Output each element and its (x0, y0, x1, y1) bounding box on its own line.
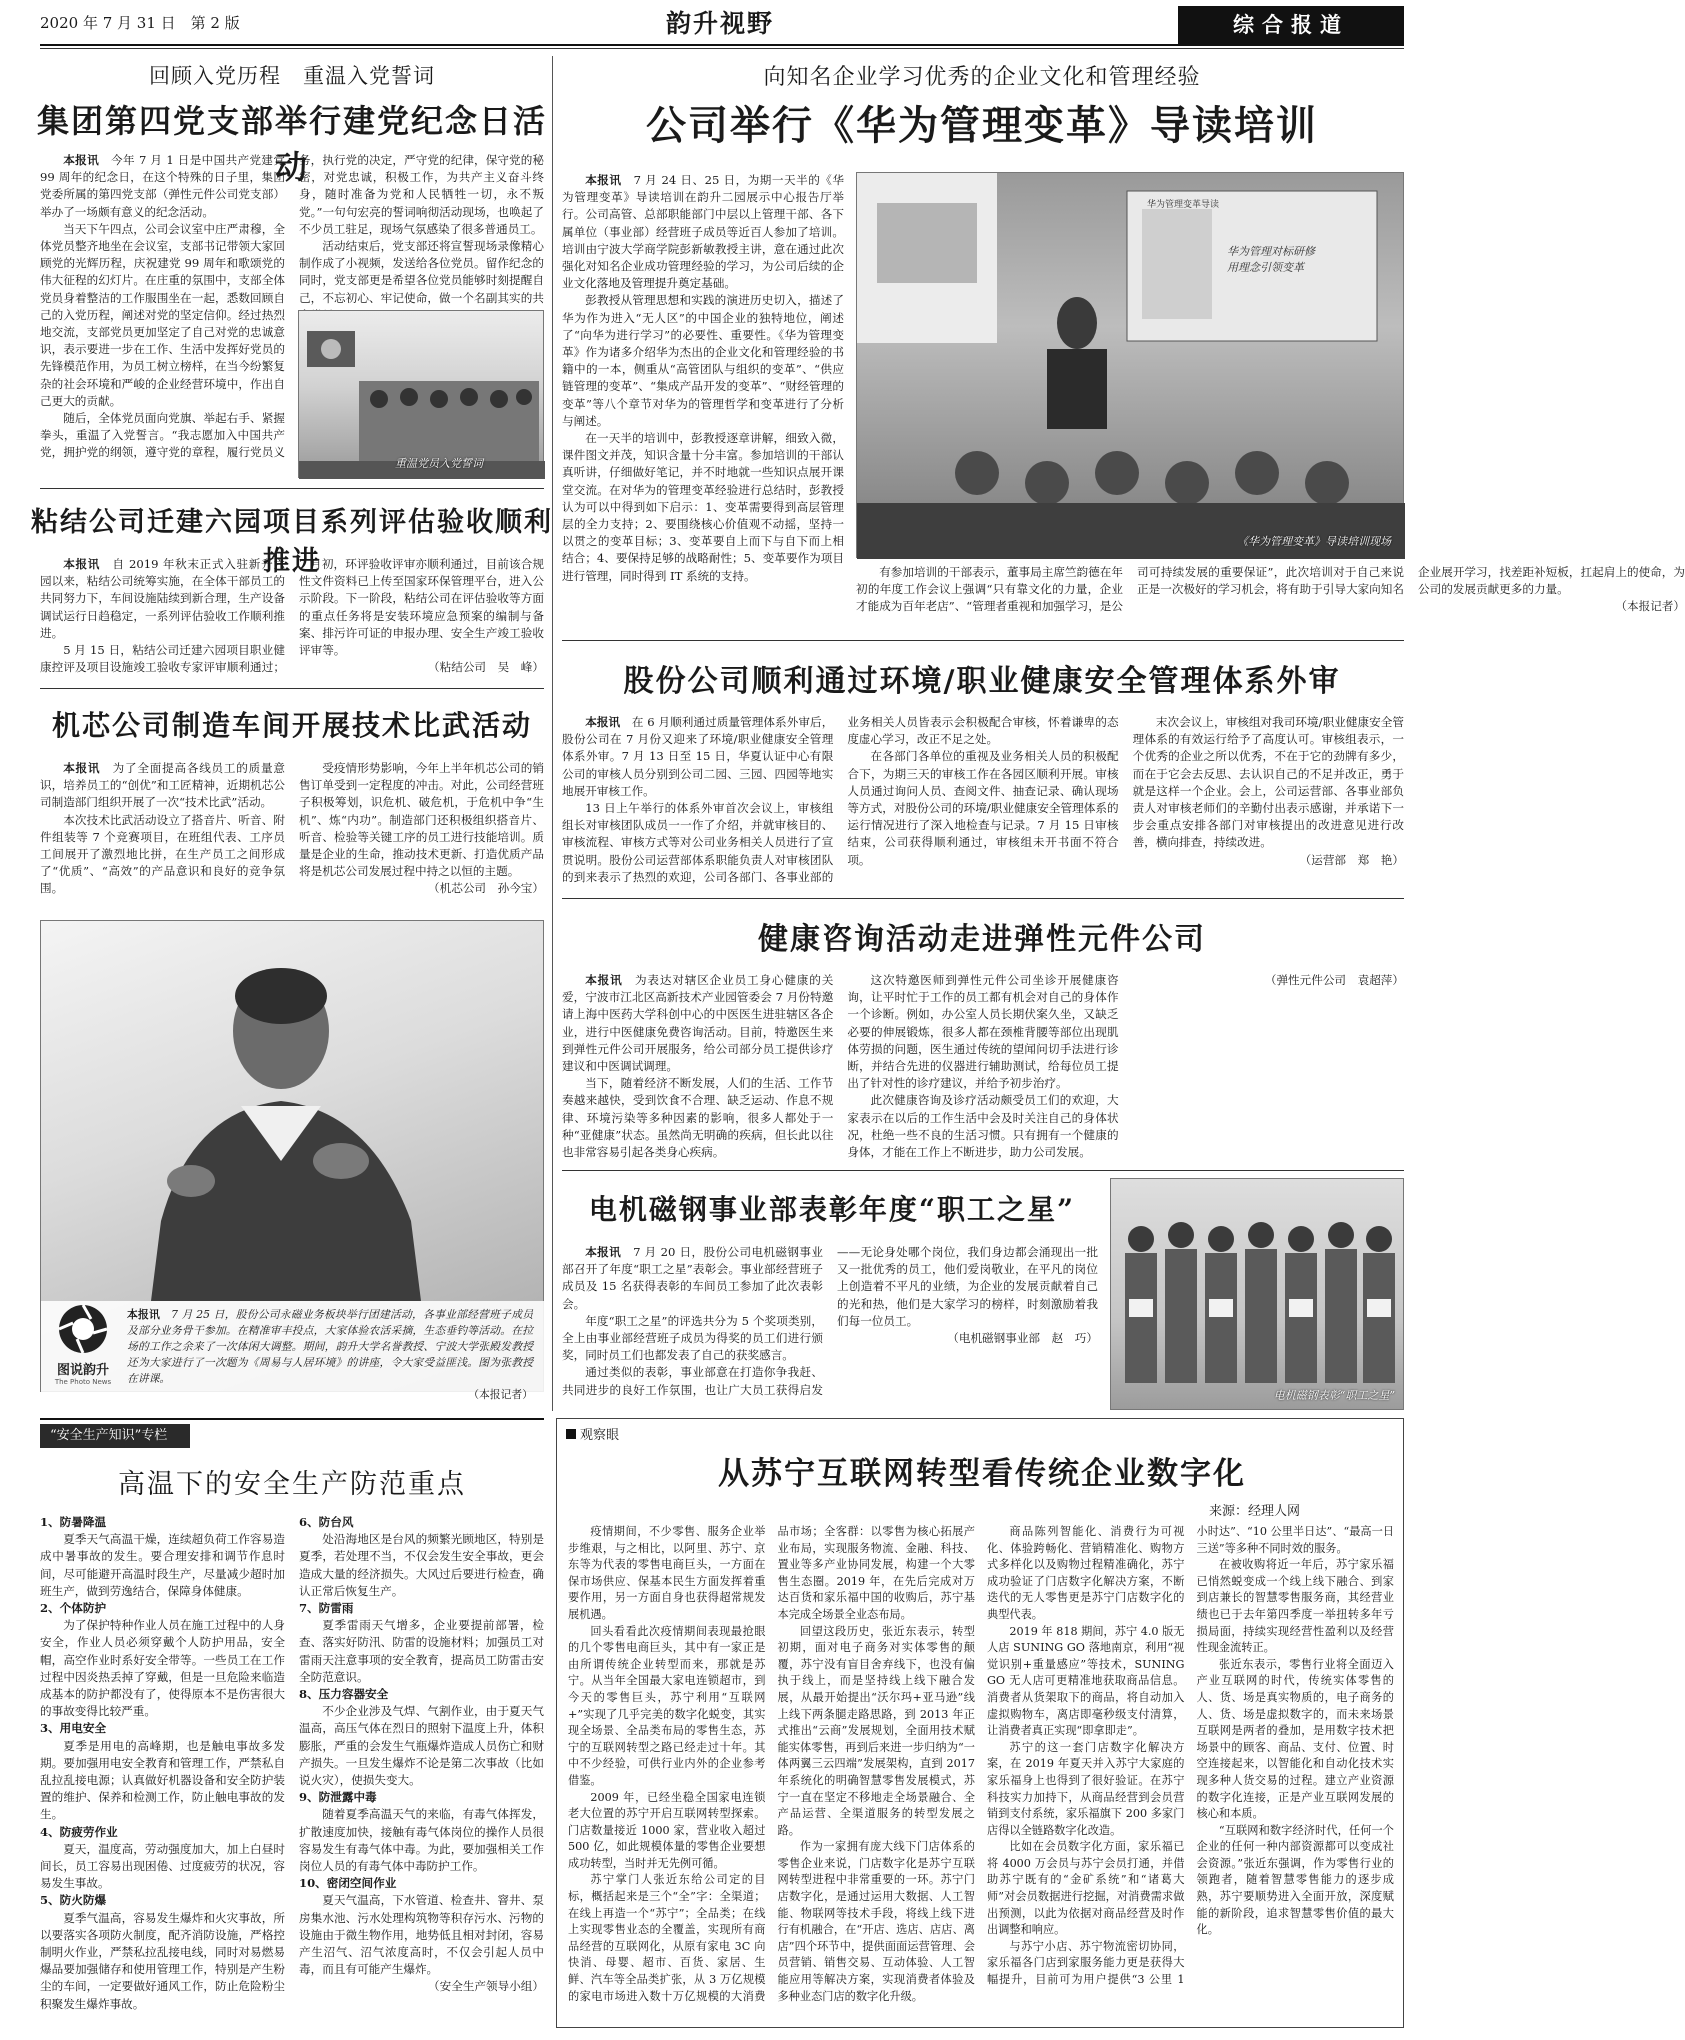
masthead-paper-name: 韵升视野 (665, 9, 774, 38)
a6-title: 健康咨询活动走进弹性元件公司 (758, 922, 1206, 957)
photo-news-caption: 本报讯 7 月 25 日，股份公司永磁业务板块举行团建活动，各事业部经营班子成员及部分业务骨干参加。在精准审丰投点，大家体验农活采摘，生态垂钓等活动。在拉场的工作之余来了一次体闲大调整。期间，韵升大学名誉教授、宁波大学张殿发教授还为大家进行了一次题为《周易与人居环境》的讲座，令大家受益匪浅。图为张教授在讲课。 （本报记者） (127, 1308, 534, 1401)
a7-photo-caption: 电机磁钢表彰“职工之星” (1273, 1389, 1395, 1402)
a8-item: 5、防火防爆 夏季气温高，容易发生爆炸和火灾事故，所以要落实各项防火制度，配齐消防设施，严格控制明火作业，严禁私拉乱接电线，同时对易燃易爆品要加强储存和使用管理工作，特别是产生粉尘的车间，一定要做好通风工作，防止危险粉尘积聚发生爆炸事故。 (40, 1893, 285, 2011)
photo-news-logo (53, 1303, 113, 1386)
a7-photo-scene (1111, 1179, 1405, 1411)
masthead-rule-thin (40, 48, 1404, 49)
a2-divider (562, 640, 1404, 641)
a8-item: 4、防疲劳作业 夏天，温度高，劳动强度加大，加上白昼时间长，员工容易出现困倦、过度疲劳的状况，容易发生事故。 (40, 1824, 285, 1891)
a4-divider (562, 898, 1404, 899)
a1-title: 集团第四党支部举行建党纪念日活动 (36, 102, 547, 186)
a3-body: 本报讯 自 2019 年秋末正式入驻新升六园以来，粘结公司统筹实施，在全体干部员工的共同努力下，车间设施陆续到新合理，生产设备调试运行日趋稳定，一系列评估验收工作顺利推进。 5 月 15 日，粘结公司迁建六园项目职业健康控评及项目设施竣工验收专家评审顺利通过；7 月初，环评验收评审亦顺利通过，目前该合规性文件资料已上传至国家环保管理平台，进入公示阶段。下一阶段，粘结公司在评估验收等方面的重点任务将是安装环境应急预案的编制与备案、排污许可证的申报办理、安全生产竣工验收评审等。 （粘结公司 吴 峰） (40, 557, 544, 675)
a3-divider (40, 688, 544, 689)
a8-item: 2、个体防护 为了保护特种作业人员在施工过程中的人身安全，作业人员必须穿戴个人防护用品，安全帽，高空作业时系好安全带等。一些员工在工作过程中因炎热丢掉了穿戴，但是一旦危险来临造成基本的防护都没有了，使得原本不是伤害很大的事故变得比较严重。 (40, 1601, 285, 1719)
a7-body: 本报讯 7 月 20 日，股份公司电机磁钢事业部召开了年度“职工之星”表彰会。事业部经营班子成员及 15 名获得表彰的车间员工参加了此次表彰会。 年度“职工之星”的评选共分为 5 个奖项类别，全上由事业部经营班子成员为得奖的员工们进行颁奖，同时员工们也都发表了自己的获奖感言。 通过类似的表彰，事业部意在打造你争我赶、共同进步的良好工作氛围，也让广大员工获得启发——无论身处哪个岗位，我们身边都会涌现出一批又一批优秀的员工，他们爱岗敬业，在平凡的岗位上创造着不平凡的业绩，为企业的发展贡献着自己的光和热，他们是大家学习的榜样，时刻激励着我们每一位员工。 （电机磁钢事业部 赵 巧） (562, 1245, 1098, 1397)
a6-body: 本报讯 为表达对辖区企业员工身心健康的关爱，宁波市江北区高新技术产业园管委会 7 月份特邀请上海中医药大学科创中心的中医医生进驻辖区各企业，进行中医健康免费咨询活动。目前，特邀医生来到弹性元件公司开展服务，给公司部分员工提供诊疗建议和中医调试调理。 当下，随着经济不断发展，人们的生活、工作节奏越来越快，受到饮食不合理、缺乏运动、作息不规律、环境污染等多种因素的影响，很多人都处于一种“亚健康”状态。虽然尚无明确的疾病，但长此以往也非常容易引起各类身心疾病。 这次特邀医师到弹性元件公司坐诊开展健康咨询，让平时忙于工作的员工都有机会对自己的身体作一个诊断。例如，办公室人员长期伏案久坐，又缺乏必要的伸展锻炼，很多人都在颈椎背腰等部位出现肌体劳损的问题，医生通过传统的望闻问切手法进行诊断，并结合先进的仪器进行辅助测试，给每位员工提出了针对性的诊疗建议，并给予初步治疗。 此次健康咨询及诊疗活动颇受员工们的欢迎，大家表示在以后的工作生活中会及时关注自己的身体状况，杜绝一些不良的生活习惯。只有拥有一个健康的身体，才能在工作上不断进步，助力公司发展。 （弹性元件公司 袁超萍） (562, 973, 1404, 1160)
a8-item: 8、压力容器安全 不少企业涉及气焊、气割作业，由于夏天气温高，高压气体在烈日的照射下温度上升，体积膨胀，严重的会发生气瓶爆炸造成人员伤亡和财产损失。一旦发生爆炸不论是第二次事故（比如说火灾），使损失变大。 (299, 1687, 544, 1788)
a2-title: 公司举行《华为管理变革》导读培训 (646, 102, 1318, 149)
photo-news (40, 920, 544, 1401)
photo-news-logo-text: 图说韵升 (56, 1363, 109, 1378)
masthead-rule (40, 44, 1404, 46)
a9-source: 来源：经理人网 (1208, 1504, 1300, 1519)
a1-lead: 本报讯 (63, 153, 100, 167)
a8-title: 高温下的安全生产防范重点 (118, 1469, 466, 1500)
a7-title: 电机磁钢事业部表彰年度“职工之星” (588, 1193, 1076, 1226)
a1-photo (298, 310, 544, 478)
camera-aperture-icon (57, 1303, 109, 1355)
masthead-date: 2020 年 7 月 31 日 第 2 版 (40, 14, 240, 32)
a2-body-left: 本报讯 7 月 24 日、25 日，为期一天半的《华为管理变革》导读培训在韵升二园展示中心报告厅举行。公司高管、总部职能部门中层以上管理干部、各下属单位（事业部）经营班子成员等近百人参加了培训。培训由宁波大学商学院彭新敏教授主讲，意在通过此次强化对知名企业成功管理经验的学习，为公司后续的企业文化落地及管理提升奠定基础。 彭教授从管理思想和实践的演进历史切入，描述了华为作为进入“无人区”的中国企业的独特地位，阐述了“向华为进行学习”的必要性、重要性。《华为管理变革》作为诸多介绍华为杰出的企业文化和管理经验的书籍中的一本，侧重从“高管团队与组织的变革”、“供应链管理的变革”、“集成产品开发的变革”、“财经管理的变革”等八个章节对华为的管理哲学和变革进行了分析与阐述。 在一天半的培训中，彭教授逐章讲解，细致入微，课件图文并茂，知识含量十分丰富。参加培训的干部认真听讲，仔细做好笔记，并不时地就一些知识点展开课堂交流。在对华为的管理变革经验进行总结时，彭教授认为可以中得到如下启示：1、变革需要得到高层管理层的全力支持；2、要围绕核心价值观不动摇，坚持一以贯之的变革目标；3、变革要自上而下与自下而上相结合；4、要保持足够的战略耐性；5、变革要作为项目进行管理，同时得到 IT 系统的支持。 (562, 173, 844, 583)
a1-kicker: 回顾入党历程 重温入党誓词 (149, 64, 435, 88)
a9-title: 从苏宁互联网转型看传统企业数字化 (718, 1456, 1246, 1492)
square-bullet-icon (566, 1429, 576, 1439)
a1-photo-scene (299, 311, 545, 479)
a2-screen-title: 华为管理变革导读 (1147, 200, 1220, 210)
a8-item: 3、用电安全 夏季是用电的高峰期，也是触电事故多发期。要加强用电安全教育和管理工作，严禁私自乱拉乱接电源；认真做好机器设备和安全防护装置的维护、保养和检测工作，防止触电事故的发生。 (40, 1721, 285, 1822)
a5-title: 机芯公司制造车间开展技术比武活动 (51, 709, 532, 742)
a4-body: 本报讯 在 6 月顺利通过质量管理体系外审后，股份公司在 7 月份又迎来了环境/职业健康安全管理体系外审。7 月 13 日至 15 日，华夏认证中心有限公司的审核人员分别到公司二园、三园、四园等地实地展开审核工作。 13 日上午举行的体系外审首次会议上，审核组组长对审核团队成员一一作了介绍，并就审核目的、审核流程、审核方式等对公司业务相关人员进行了宣贯说明。股份公司运营部体系职能负责人对审核团队的到来表示了热烈的欢迎，公司各部门、各事业部的业务相关人员皆表示会积极配合审核，怀着谦卑的态度虚心学习，改正不足之处。 在各部门各单位的重视及业务相关人员的积极配合下，为期三天的审核工作在各园区顺利开展。审核人员通过询问人员、查阅文件、抽查记录、确认现场等方式，对股份公司的环境/职业健康安全管理体系的运行情况进行了深入地检查与记录。7 月 15 日审核结束，公司获得顺利通过，审核组未开书面不符合项。 末次会议上，审核组对我司环境/职业健康安全管理体系的有效运行给予了高度认可。审核组表示，一个优秀的企业之所以优秀，不在于它的劲牌有多少，而在于它会去反思、去认识自己的不足并改正，勇于就是这样一个企业。会上，公司运营部、各事业部负责人对审核老师们的辛勤付出表示感谢，并承诺下一步会重点安排各部门对审核提出的改进意见进行改善，横向排查，持续改进。 （运营部 郑 艳） (562, 715, 1404, 884)
a2-photo-scene (857, 173, 1405, 559)
a1-divider (40, 488, 544, 489)
a2-body-right: 有参加培训的干部表示，董事局主席竺韵德在年初的年度工作会议上强调“只有靠文化的力量，企业才能成为百年老店”、“管理者重视和加强学习，是公司可持续发展的重要保证”，此次培训对于自己来说正是一次极好的学习机会，将有助于引导大家向知名企业展开学习，找差距补短板，扛起肩上的使命，为公司的发展贡献更多的力量。 （本报记者） (856, 565, 1685, 614)
a2-screen-text: 华为管理对标研修 用理念引领变革 (1227, 245, 1315, 274)
a2-photo (856, 172, 1404, 558)
a6-divider (562, 1170, 1404, 1171)
a1-body: 本报讯 今年 7 月 1 日是中国共产党建党 99 周年的纪念日，在这个特殊的日子里，集团党委所属的第四党支部（弹性元件公司党支部）举办了一场颇有意义的纪念活动。 当天下午四点，公司会议室中庄严肃穆，全体党员整齐地坐在会议室，支部书记带领大家回顾党的光辉历程，庆祝建党 99 周年和歌颂党的伟大征程的幻灯片。在庄重的氛围中，支部全体党员身着整洁的工作服围坐在一起，悉数回顾自己的入党历程，阐述对党的坚定信仰。经过热烈地交流，支部党员更加坚定了自己对党的忠诚意识，表示要进一步在工作、生活中发挥好党员的先锋模范作用，为员工树立榜样，在当今纷繁复杂的社会环境和严峻的企业经营环境中，作出自己更大的贡献。 随后，全体党员面向党旗、举起右手、紧握拳头，重温了入党誓言。“我志愿加入中国共产党，拥护党的纲领，遵守党的章程，履行党员义务，执行党的决定，严守党的纪律，保守党的秘密，对党忠诚，积极工作，为共产主义奋斗终身，随时准备为党和人民牺牲一切，永不叛党。”一句句宏亮的誓词响彻活动现场，也唤起了不少员工驻足，现场气氛感染了很多普通员工。 活动结束后，党支部还将宣誓现场录像精心制作成了小视频，发送给各位党员。留作纪念的同时，党支部更是希望各位党员能够时刻提醒自己，不忘初心、牢记使命，做一个名副其实的共 (40, 153, 544, 460)
a4-title: 股份公司顺利通过环境/职业健康安全管理体系外审 (623, 664, 1341, 699)
a7-photo (1110, 1178, 1404, 1410)
a8-top-rule (40, 1418, 544, 1420)
a9-body: 疫情期间，不少零售、服务企业举步维艰，与之相比，以阿里、苏宁、京东等为代表的零售电商巨头，一方面在保市场供应、保基本民生方面发挥着重要作用，另一方面自身也获得超常规发展机遇。 回头看看此次疫情期间表现最抢眼的几个零售电商巨头，其中有一家正是由所谓传统企业转型而来，那就是苏宁。从当年全国最大家电连锁超市，到今天的零售巨头，苏宁利用“互联网+”实现了几乎完美的数字化蜕变，其实现全场景、全品类布局的零售生态，苏宁的互联网转型之路已经走过十年。其中不少经验，可供行业内外的企业参考借鉴。 2009 年，已经坐稳全国家电连锁老大位置的苏宁开启互联网转型探索。门店数量接近 1000 家，营业收入超过 500 亿，如此规模体量的零售企业要想成功转型，当时并无先例可循。 苏宁掌门人张近东给公司定的目标，概括起来是三个“全”字：全渠道；在线上再造一个“苏宁”；全品类；在线上实现零售业态的全覆盖，实现所有商品经营的互联网化，从原有家电 3C 向快消、母婴、超市、百货、家居、生鲜、汽车等全品类扩张，从 3 万亿规模的家电市场进入数十万亿规模的大消费品市场；全客群：以零售为核心拓展产业布局，实现服务物流、金融、科技、置业等多产业协同发展，构建一个大零售生态圈。2019 年，在先后完成对万达百货和家乐福中国的收购后，苏宁基本完成全场景全业态布局。 回望这段历史，张近东表示，转型初期，面对电子商务对实体零售的颠覆，苏宁没有盲目舍弃线下，也没有偏执于线上，而是坚持线上线下融合发展，从最开始提出“沃尔玛+亚马逊”线上线下两条腿走路思路，到 2013 年正式推出“云商”发展规划，全面用技术赋能实体零售，再到后来进一步归纳为“一体两翼三云四端”发展架构，直到 2017 年系统化的明确智慧零售发展模式，苏宁一直在坚定不移地走全场景融合、全产品运营、全渠道服务的转型发展之路。 作为一家拥有庞大线下门店体系的零售企业来说，门店数字化是苏宁互联网转型进程中非常重要的一环。苏宁门店数字化，是通过运用大数据、人工智能、物联网等技术手段，将线上线下进行有机融合，在“开店、选店、店店、离店”四个环节中，提供面面运营管理、会员营销、销售交易、互动体验、人工智能应用等解决方案，实现消费者体验及多种业态门店的数字化升级。 商品陈列智能化、消费行为可视化、体验跨畅化、营销精准化、购物方式多样化以及购物过程精准确化，苏宁成功验证了门店数字化解决方案，不断迭代的无人零售更是苏宁门店数字化的典型代表。 2019 年 818 期间，苏宁 4.0 版无人店 SUNING GO 落地南京，利用“视觉识别+重量感应”等技术，SUNING GO 无人店可更精准地获取商品信息。消费者从货架取下的商品，将自动加入虚拟购物车，离店即毫秒级支付清算，让消费者真正实现“即拿即走”。 苏宁的这一套门店数字化解决方案，在 2019 年夏天并入苏宁大家庭的家乐福身上也得到了很好验证。在苏宁科技实力加持下，从商品经营到会员营销到支付系统，家乐福旗下 200 多家门店得以全链路数字化改造。 比如在会员数字化方面，家乐福已将 4000 万会员与苏宁会员打通，并借助苏宁既有的“金矿系统”和“诸葛大师”对会员数据进行挖掘，对消费需求做出预测，以此为依据对商品经营及时作出调整和响应。 与苏宁小店、苏宁物流密切协同，家乐福各门店到家服务能力更是获得大幅提升，目前可为用户提供“3 公里 1 小时达”、“10 公里半日达”、“最高一日三送”等多种不同时效的服务。 在被收购将近一年后，苏宁家乐福已悄然蜕变成一个线上线下融合、到家到店兼长的智慧零售服务商，其经营业绩也已于去年第四季度一举扭转多年亏损局面，持续实现经营性盈利以及经营性现金流转正。 张近东表示，零售行业将全面迈入产业互联网的时代，传统实体零售的人、货、场是真实物质的，电子商务的人、货、场是虚拟数字的，而未来场景互联网是两者的叠加，是用数字技术把场景中的顾客、商品、支付、位置、时空连接起来，以智能化和自动化技术实现多种人货交易的过程。建立产业资源的数字化连接，正是产业互联网发展的核心和本质。 “互联网和数字经济时代，任何一个企业的任何一种内部资源都可以变成社会资源。”张近东强调，作为零售行业的领跑者，随着智慧零售能力的逐步成熟，苏宁要顺势进入全面开放，深度赋能的新阶段，追求智慧零售价值的最大化。 (568, 1525, 1394, 2003)
a8-item: 6、防台风 处沿海地区是台风的频繁光顾地区，特别是夏季，若处理不当，不仅会发生安全事故，更会造成大量的经济损失。大风过后要进行检查，确认正常后恢复生产。 (299, 1515, 544, 1598)
photo-news-logo-sub: The Photo News (54, 1378, 112, 1386)
a9-tag: 观察眼 (566, 1424, 619, 1443)
a8-tag: “安全生产知识”专栏 (40, 1424, 190, 1448)
a3-title: 粘结公司迁建六园项目系列评估验收顺利推进 (31, 507, 553, 577)
a8-body: 1、防暑降温 夏季天气高温干燥，连续超负荷工作容易造成中暑事故的发生。要合理安排和调节作息时间，尽可能避开高温时段生产，尽量减少超时加班生产，做到劳逸结合，保障身体健康。 2、个体防护 为了保护特种作业人员在施工过程中的人身安全，作业人员必须穿戴个人防护用品，安全帽，高空作业时系好安全带等。一些员工在工作过程中因炎热丢掉了穿戴，但是一旦危险来临造成基本的防护都没有了，使得原本不是伤害很大的事故变得比较严重。 3、用电安全 夏季是用电的高峰期，也是触电事故多发期。要加强用电安全教育和管理工作，严禁私自乱拉乱接电源；认真做好机器设备和安全防护装置的维护、保养和检测工作，防止触电事故的发生。 4、防疲劳作业 夏天，温度高，劳动强度加大，加上白昼时间长，员工容易出现困倦、过度疲劳的状况，容易发生事故。 5、防火防爆 夏季气温高，容易发生爆炸和火灾事故，所以要落实各项防火制度，配齐消防设施，严格控制明火作业，严禁私拉乱接电线，同时对易燃易爆品要加强储存和使用管理工作，特别是产生粉尘的车间，一定要做好通风工作，防止危险粉尘积聚发生爆炸事故。 6、防台风 处沿海地区是台风的频繁光顾地区，特别是夏季，若处理不当，不仅会发生安全事故，更会造成大量的经济损失。大风过后要进行检查，确认正常后恢复生产。 7、防雷雨 夏季雷雨天气增多，企业要提前部署，检查、落实好防汛、防雷的设施材料；加强员工对雷雨天注意事项的安全教育，提高员工防雷击安全防范意识。 8、压力容器安全 不少企业涉及气焊、气割作业，由于夏天气温高，高压气体在烈日的照射下温度上升，体积膨胀，严重的会发生气瓶爆炸造成人员伤亡和财产损失。一旦发生爆炸不论是第二次事故（比如说火灾），使损失变大。 9、防泄露中毒 随着夏季高温天气的来临，有毒气体挥发，扩散速度加快，接触有毒气体岗位的操作人员很容易发生有毒气体中毒。为此，要加强相关工作岗位人员的有毒气体中毒防护工作。 10、密闭空间作业 夏天气温高，下水管道、检查井、窨井、泵房集水池、污水处理构筑物等积存污水、污物的设施由于微生物作用，地势低且相对封闭，容易产生沼气、沼气浓度高时，不仅会引起人员中毒，而且有可能产生爆炸。 （安全生产领导小组） (40, 1514, 544, 2024)
a5-body: 本报讯 为了全面提高各线员工的质量意识，培养员工的“创优”和工匠精神，近期机芯公司制造部门组织开展了一次“技术比武”活动。 本次技术比武活动设立了搭音片、听音、附件组装等 7 个竞赛项目，在班组代表、工序员工间展开了激烈地比拼，在生产员工之间形成了“优质”、“高效”的产品意识和良好的竞争氛围。 受疫情形势影响，今年上半年机芯公司的销售订单受到一定程度的冲击。对此，公司经营班子积极筹划，识危机、破危机，于危机中争“生机”、炼“内功”。制造部门还积极组织搭音片、听音、检验等关键工序的员工进行技能培训。质量是企业的生命，推动技术更新、打造优质产品将是机芯公司发展过程中持之以恒的主题。 （机芯公司 孙今宝） (40, 761, 544, 896)
a8-item: 10、密闭空间作业 夏天气温高，下水管道、检查井、窨井、泵房集水池、污水处理构筑物等积存污水、污物的设施由于微生物作用，地势低且相对封闭，容易产生沼气、沼气浓度高时，不仅会引起人员中毒，而且有可能产生爆炸。 (299, 1876, 544, 1977)
section-banner: 综合报道 (1178, 6, 1404, 44)
a8-item: 7、防雷雨 夏季雷雨天气增多，企业要提前部署，检查、落实好防汛、防雷的设施材料；加强员工对雷雨天注意事项的安全教育，提高员工防雷击安全防范意识。 (299, 1601, 544, 1684)
a2-photo-caption: 《华为管理变革》导读培训现场 (1237, 535, 1391, 548)
a2-kicker: 向知名企业学习优秀的企业文化和管理经验 (763, 65, 1201, 90)
a1-photo-caption: 重温党员入党誓词 (395, 457, 483, 470)
a8-item: 1、防暑降温 夏季天气高温干燥，连续超负荷工作容易造成中暑事故的发生。要合理安排和调节作息时间，尽可能避开高温时段生产，尽量减少超时加班生产，做到劳逸结合，保障身体健康。 (40, 1515, 285, 1598)
a8-item: 9、防泄露中毒 随着夏季高温天气的来临，有毒气体挥发，扩散速度加快，接触有毒气体岗位的操作人员很容易发生有毒气体中毒。为此，要加强相关工作岗位人员的有毒气体中毒防护工作。 (299, 1790, 544, 1874)
